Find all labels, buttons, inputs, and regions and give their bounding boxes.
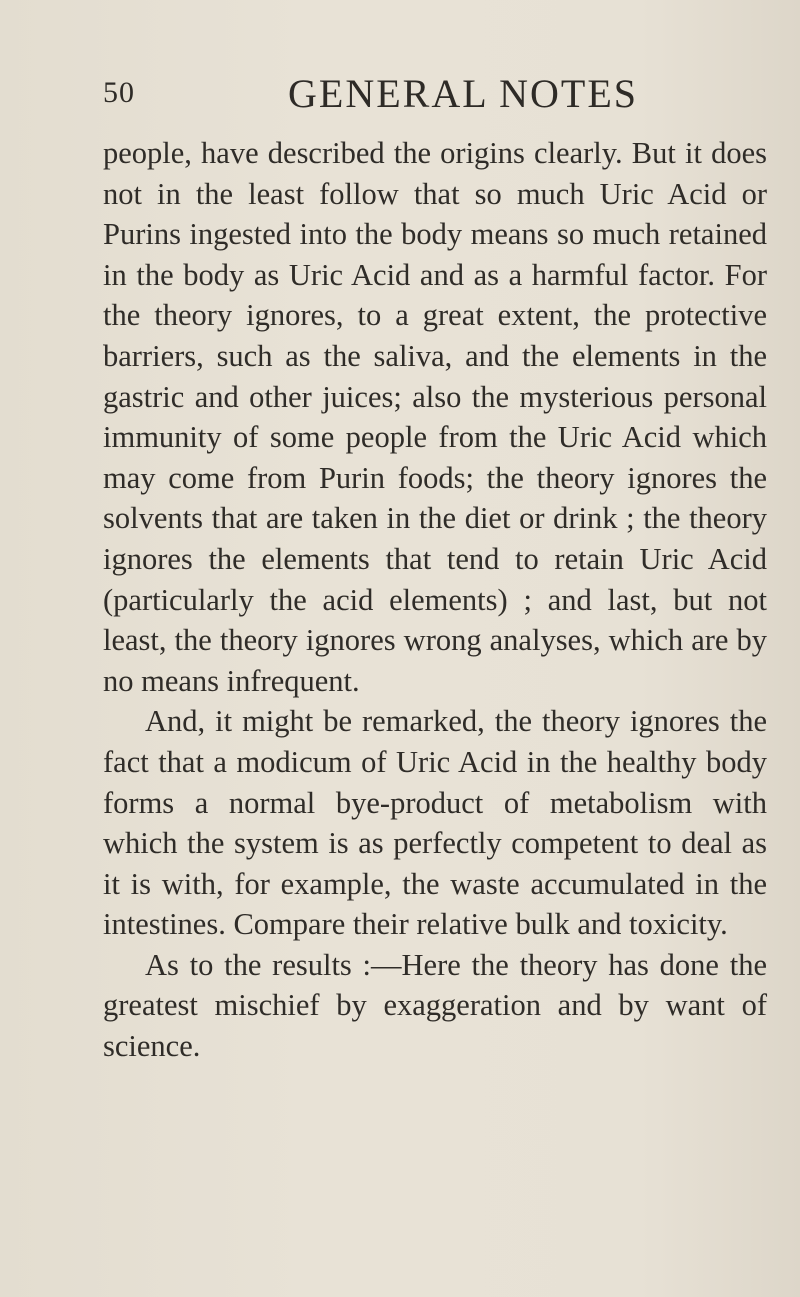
paragraph-2: And, it might be remarked, the theory ignores the fact that a modicum of Uric Acid in the healthy body forms a normal bye-product of metabolism with which the system is as perfectly competent to deal as it is with, for example, the waste accumulated in the intestines. Compare their relative bulk and toxicity. xyxy=(103,704,767,942)
paragraph-1: people, have described the origins clearly. But it does not in the least follow that so much Uric Acid or Purins ingested into the body means so much retained in the body as Uric Acid and as a harmful factor. For the theory ignores, to a great extent, the protective barriers, such as the saliva, and the elements in the gastric and other juices; also the mysterious personal immunity of some people from the Uric Acid which may come from Purin foods; the theory ignores the solvents that are taken in the diet or drink ; the theory ignores the elements that tend to retain Uric Acid (particularly the acid elements) ; and last, but not least, the theory ignores wrong analyses, which are by no means infrequent. xyxy=(103,136,767,698)
page-number: 50 xyxy=(103,76,135,109)
body-text xyxy=(103,133,767,1067)
page-header xyxy=(103,70,763,120)
running-title: GENERAL NOTES xyxy=(288,71,639,116)
paragraph-3: As to the results :—Here the theory has done the greatest mischief by exaggeration and by want of science. xyxy=(103,947,767,1064)
